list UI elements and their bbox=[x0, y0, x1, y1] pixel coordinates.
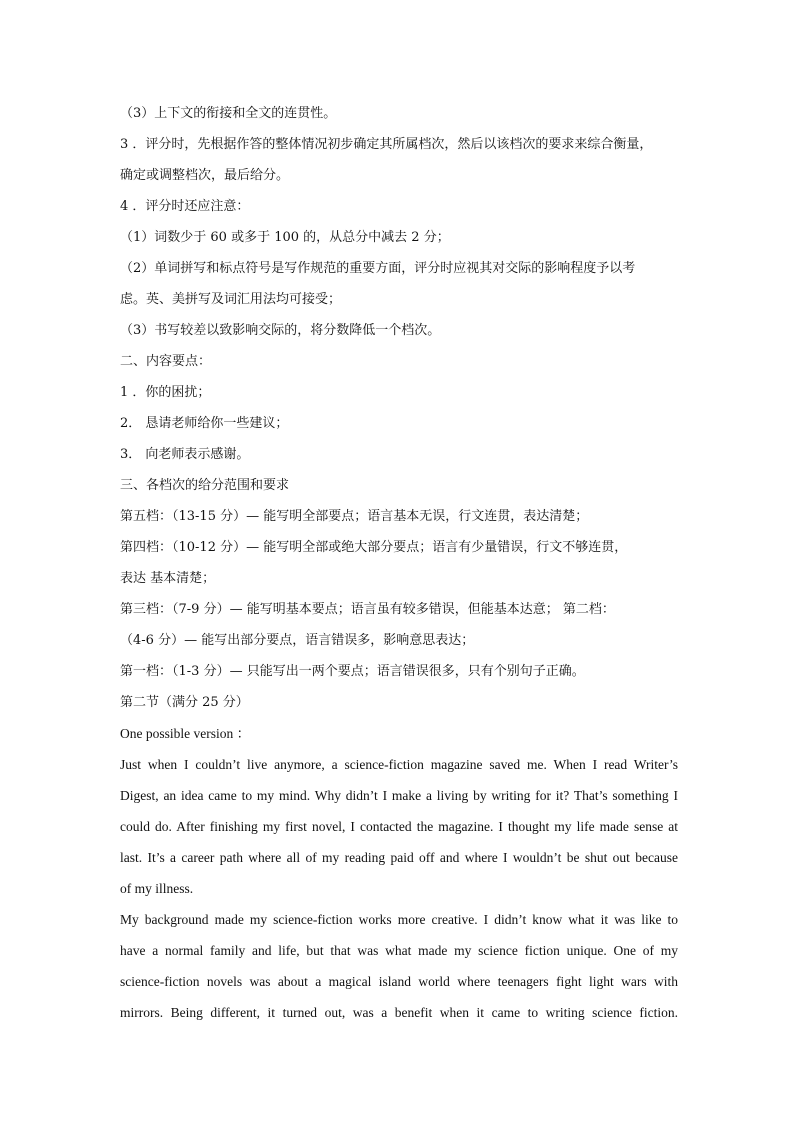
document-page bbox=[120, 98, 678, 1028]
text-line: （3）上下文的衔接和全文的连贯性。 bbox=[120, 106, 337, 121]
essay-intro: One possible version ： bbox=[120, 726, 251, 741]
essay-line: My background made my science-fiction works more creative. I didn’t know what it was like to bbox=[120, 912, 678, 927]
section-heading: 三、各档次的给分范围和要求 bbox=[120, 478, 290, 493]
text-line: 第一档：（1-3 分）— 只能写出一两个要点；语言错误很多，只有个别句子正确。 bbox=[120, 664, 585, 679]
text-line: 虑。英、美拼写及词汇用法均可接受； bbox=[120, 292, 342, 307]
text-line: 3 ．评分时，先根据作答的整体情况初步确定其所属档次，然后以该档次的要求来综合衡量， bbox=[120, 137, 653, 152]
essay-line: Just when I couldn’t live anymore, a science-fiction magazine saved me. When I read Writer’s bbox=[120, 757, 678, 772]
essay-line: could do. After finishing my first novel, I contacted the magazine. I thought my life made sense at bbox=[120, 819, 678, 834]
essay-line: Digest, an idea came to my mind. Why didn’t I make a living by writing for it? That’s something I bbox=[120, 788, 678, 803]
text-line: （4-6 分）— 能写出部分要点，语言错误多，影响意思表达； bbox=[120, 633, 475, 648]
text-line: （2）单词拼写和标点符号是写作规范的重要方面，评分时应视其对交际的影响程度予以考 bbox=[120, 261, 636, 276]
essay-line: last. It’s a career path where all of my reading paid off and where I wouldn’t be shut out because bbox=[120, 850, 678, 865]
text-line: 确定或调整档次，最后给分。 bbox=[120, 168, 290, 183]
essay-line: science-fiction novels was about a magical island world where teenagers fight light wars with bbox=[120, 974, 678, 989]
text-line: 1 ．你的困扰； bbox=[120, 385, 211, 400]
section-heading: 二、内容要点： bbox=[120, 354, 212, 369]
text-line: 2． 恳请老师给你一些建议； bbox=[120, 416, 289, 431]
essay-line: have a normal family and life, but that was what made my science fiction unique. One of my bbox=[120, 943, 678, 958]
text-line: （1）词数少于 60 或多于 100 的，从总分中减去 2 分； bbox=[120, 230, 450, 245]
text-line: 第五档：（13-15 分）— 能写明全部要点；语言基本无误，行文连贯，表达清楚； bbox=[120, 509, 589, 524]
essay-line: of my illness. bbox=[120, 881, 194, 896]
text-line: 3． 向老师表示感谢。 bbox=[120, 447, 250, 462]
section-heading: 第二节（满分 25 分） bbox=[120, 695, 249, 710]
text-line: 第三档：（7-9 分）— 能写明基本要点；语言虽有较多错误，但能基本达意； 第二档： bbox=[120, 602, 615, 617]
text-line: （3）书写较差以致影响交际的，将分数降低一个档次。 bbox=[120, 323, 441, 338]
essay-line: mirrors. Being different, it turned out, was a benefit when it came to writing science fiction. bbox=[120, 1005, 678, 1020]
text-line: 表达 基本清楚； bbox=[120, 571, 216, 586]
text-line: 第四档：（10-12 分）— 能写明全部或绝大部分要点；语言有少量错误，行文不够连贯， bbox=[120, 540, 628, 555]
text-line: 4 ．评分时还应注意： bbox=[120, 199, 250, 214]
